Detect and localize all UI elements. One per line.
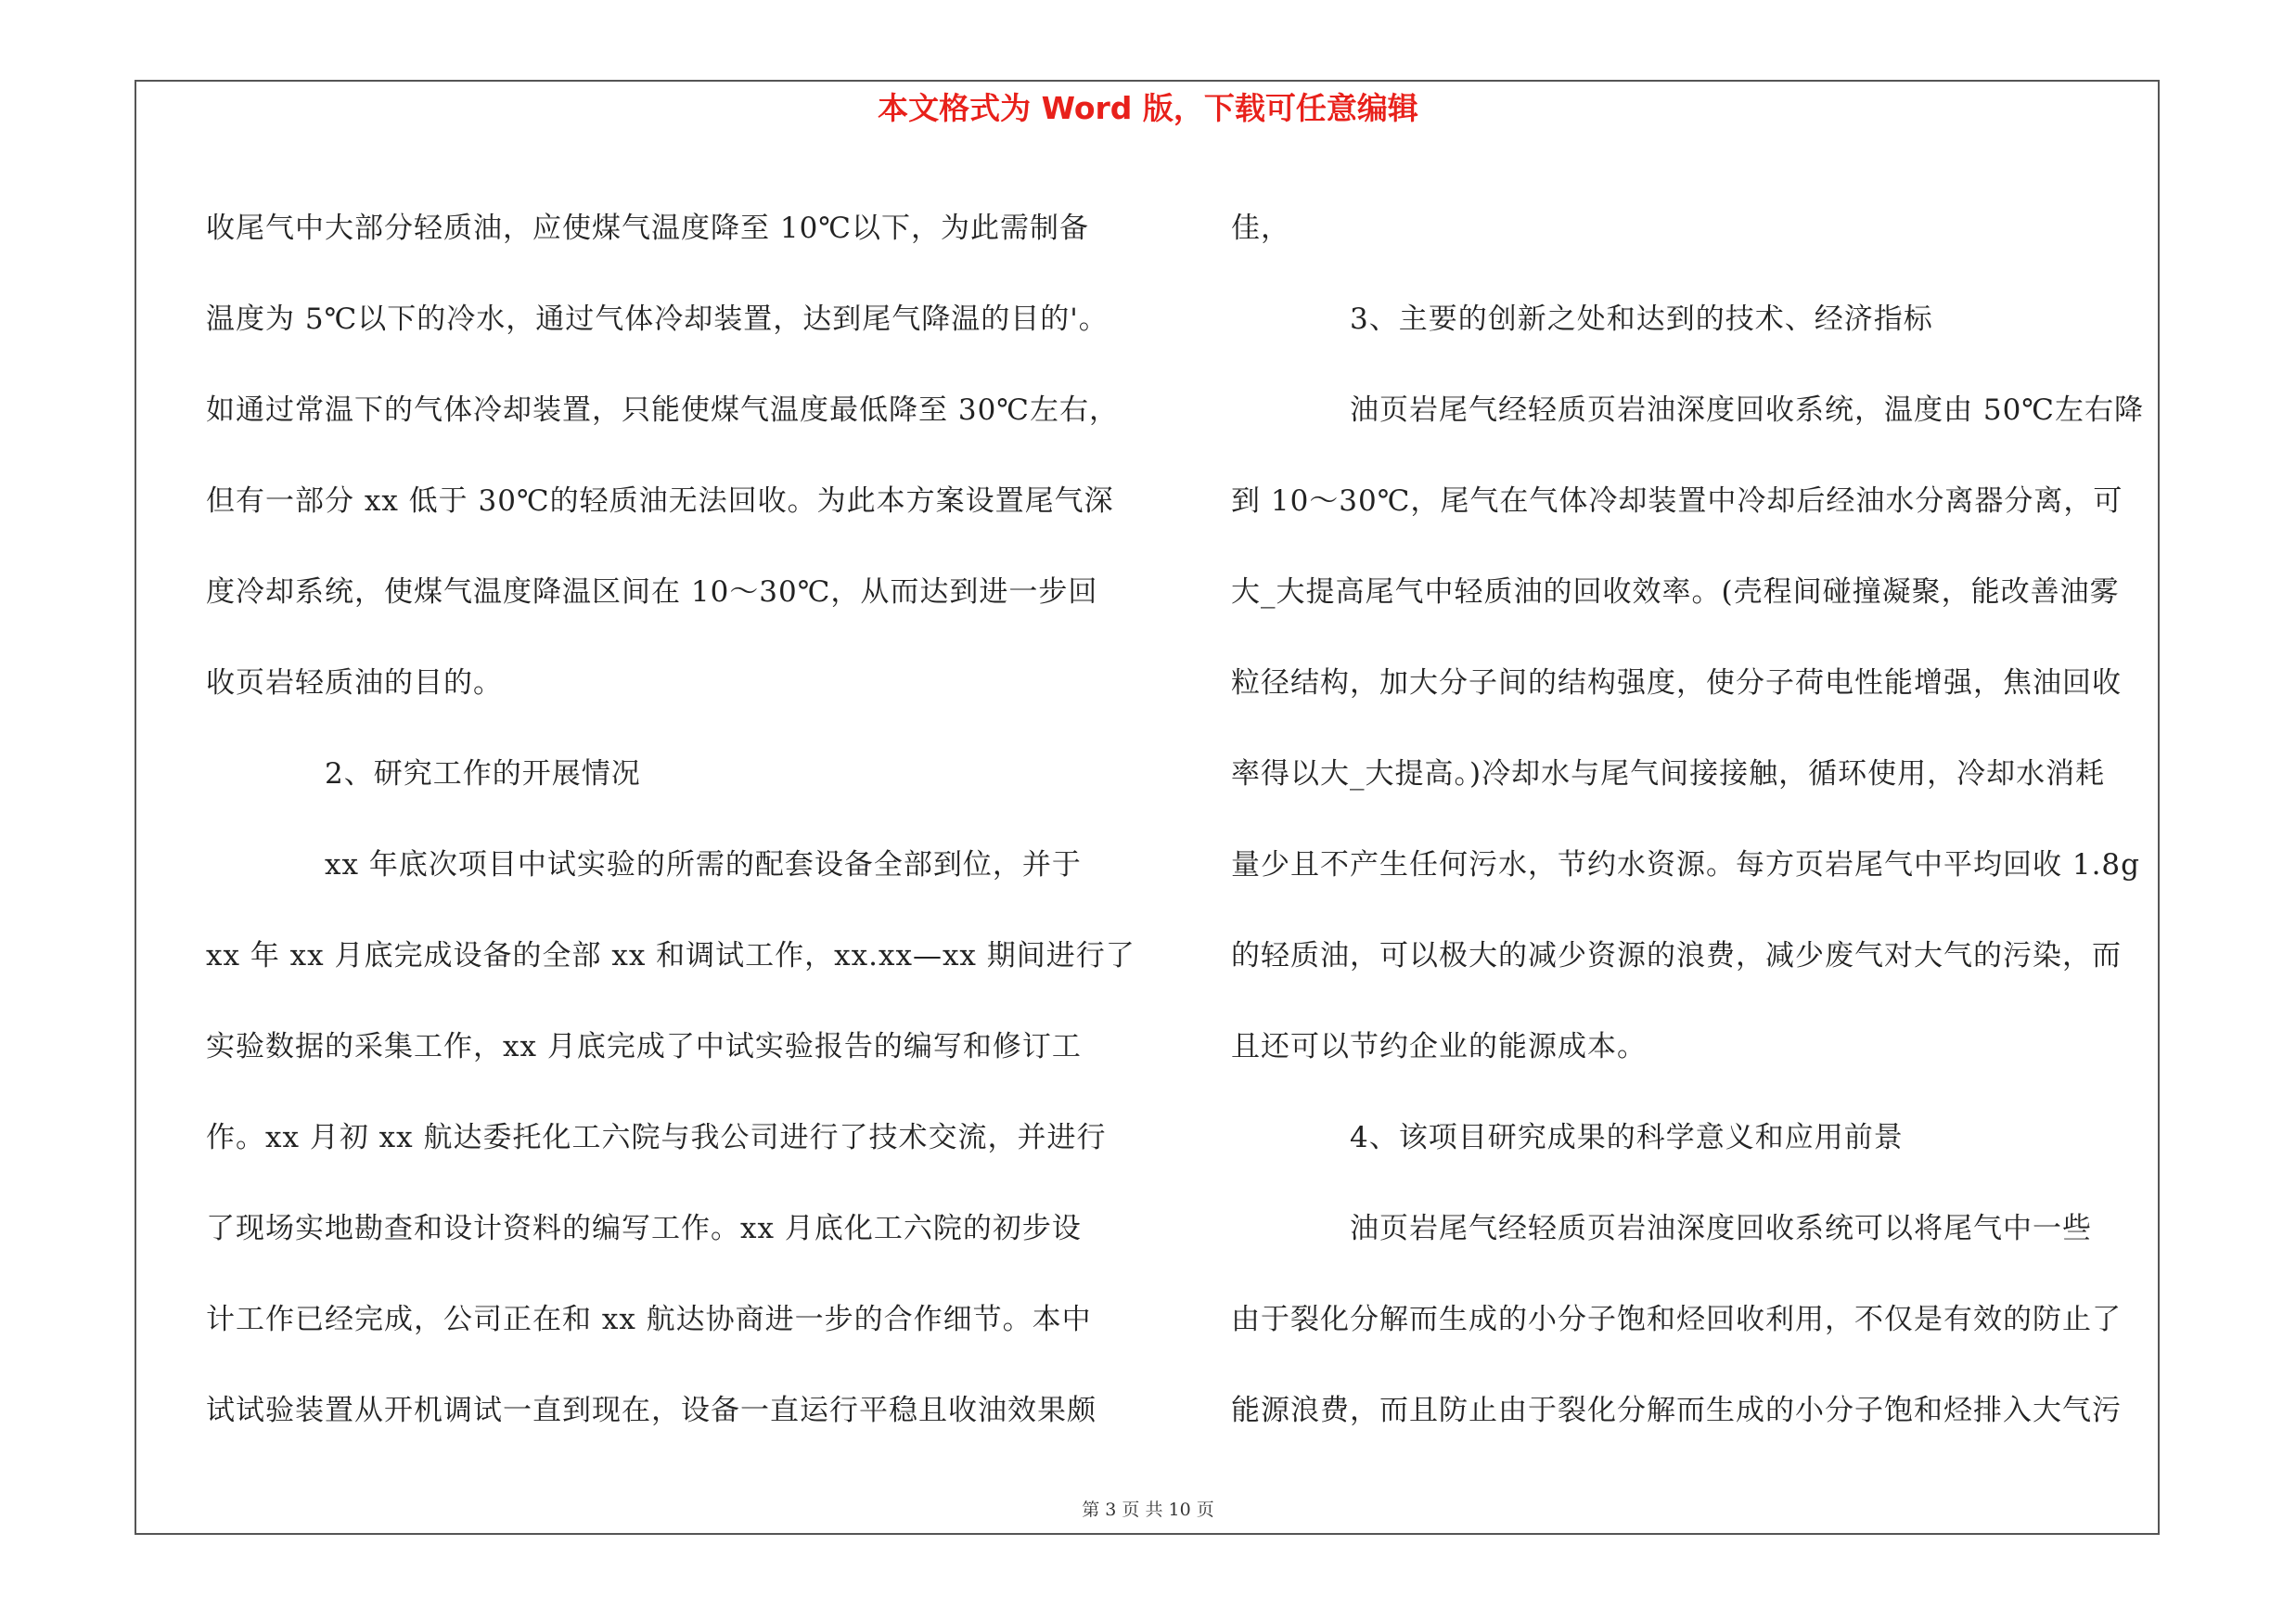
text-line: 作。xx 月初 xx 航达委托化工六院与我公司进行了技术交流，并进行	[206, 1121, 1107, 1154]
text-line: 佳，	[1231, 212, 1290, 245]
text-line: xx 年底次项目中试实验的所需的配套设备全部到位，并于	[325, 848, 1082, 882]
right-column	[1231, 183, 2159, 1456]
text-line: 粒径结构，加大分子间的结构强度，使分子荷电性能增强，焦油回收	[1231, 666, 2122, 700]
text-line: 收页岩轻质油的目的。	[206, 666, 503, 700]
section-heading-4: 4、该项目研究成果的科学意义和应用前景	[1350, 1121, 1904, 1154]
text-line: 度冷却系统，使煤气温度降温区间在 10～30℃，从而达到进一步回	[206, 575, 1098, 609]
text-line: 收尾气中大部分轻质油，应使煤气温度降至 10℃以下，为此需制备	[206, 212, 1089, 245]
text-line: 试试验装置从开机调试一直到现在，设备一直运行平稳且收油效果颇	[206, 1394, 1097, 1427]
text-line: 但有一部分 xx 低于 30℃的轻质油无法回收。为此本方案设置尾气深	[206, 484, 1114, 518]
left-column	[206, 183, 1134, 1456]
text-line: 率得以大_大提高。)冷却水与尾气间接接触，循环使用，冷却水消耗	[1231, 757, 2106, 791]
text-line: 温度为 5℃以下的冷水，通过气体冷却装置，达到尾气降温的目的'。	[206, 303, 1109, 336]
text-line: 由于裂化分解而生成的小分子饱和烃回收利用，不仅是有效的防止了	[1231, 1303, 2122, 1336]
section-heading-3: 3、主要的创新之处和达到的技术、经济指标	[1350, 303, 1933, 336]
text-line: 计工作已经完成，公司正在和 xx 航达协商进一步的合作细节。本中	[206, 1303, 1092, 1336]
text-line: 能源浪费，而且防止由于裂化分解而生成的小分子饱和烃排入大气污	[1231, 1394, 2122, 1427]
text-line: 油页岩尾气经轻质页岩油深度回收系统，温度由 50℃左右降	[1350, 393, 2144, 427]
text-line: 到 10～30℃，尾气在气体冷却装置中冷却后经油水分离器分离，可	[1231, 484, 2123, 518]
text-line: xx 年 xx 月底完成设备的全部 xx 和调试工作，xx.xx—xx 期间进行了	[206, 939, 1135, 973]
text-line: 实验数据的采集工作，xx 月底完成了中试实验报告的编写和修订工	[206, 1030, 1082, 1063]
text-line: 油页岩尾气经轻质页岩油深度回收系统可以将尾气中一些	[1350, 1212, 2092, 1245]
text-line: 且还可以节约企业的能源成本。	[1231, 1030, 1647, 1063]
word-format-banner: 本文格式为 Word 版，下载可任意编辑	[878, 90, 1418, 126]
text-line: 如通过常温下的气体冷却装置，只能使煤气温度最低降至 30℃左右，	[206, 393, 1119, 427]
text-line: 大_大提高尾气中轻质油的回收效率。(壳程间碰撞凝聚，能改善油雾	[1231, 575, 2120, 609]
text-line: 了现场实地勘查和设计资料的编写工作。xx 月底化工六院的初步设	[206, 1212, 1082, 1245]
text-line: 的轻质油，可以极大的减少资源的浪费，减少废气对大气的污染，而	[1231, 939, 2122, 973]
page-number-footer: 第 3 页 共 10 页	[1082, 1500, 1214, 1520]
text-line: 量少且不产生任何污水，节约水资源。每方页岩尾气中平均回收 1.8g	[1231, 848, 2140, 882]
section-heading-2: 2、研究工作的开展情况	[325, 757, 641, 791]
